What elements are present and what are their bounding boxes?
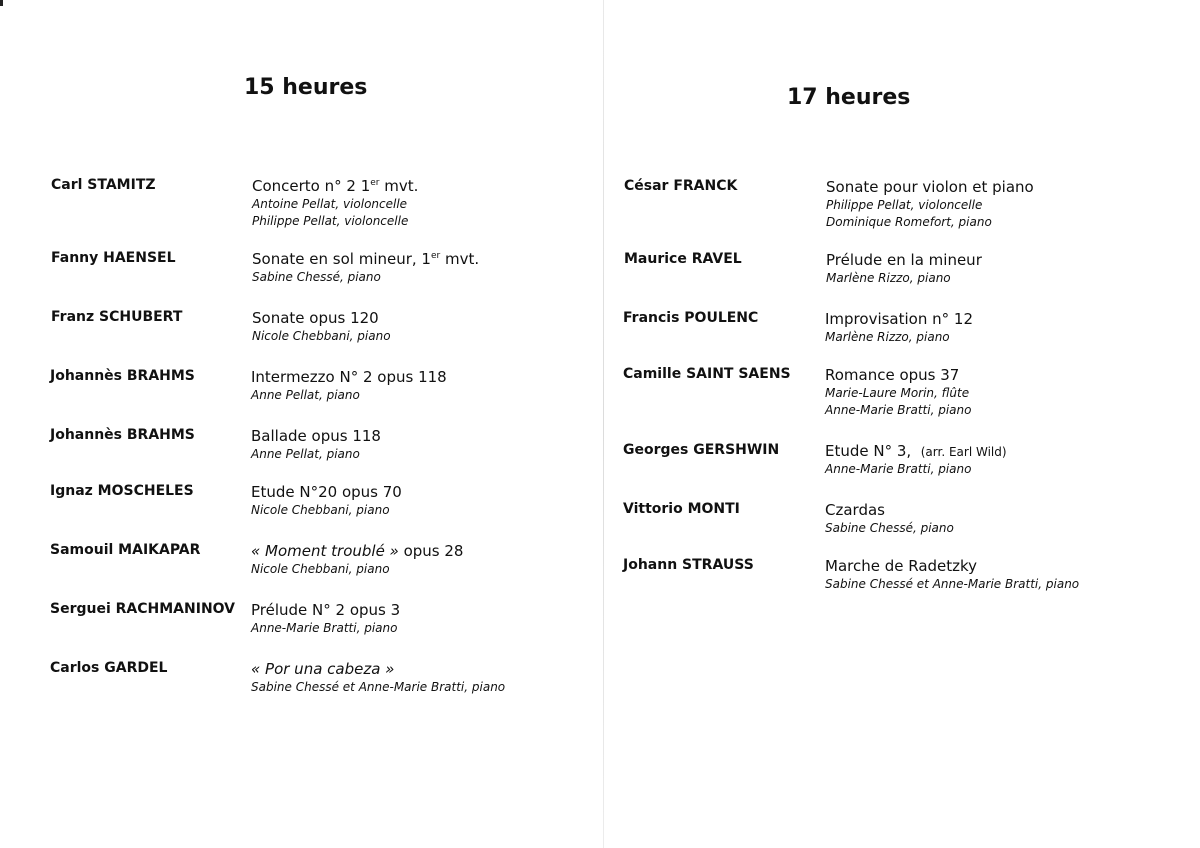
composer-name: Francis POULENC — [623, 310, 759, 326]
piece-title: « Moment troublé » opus 28 — [251, 542, 464, 560]
composer-name: Johannès BRAHMS — [50, 368, 195, 384]
performer-line: Anne-Marie Bratti, piano — [251, 621, 398, 635]
left-page-heading: 15 heures — [244, 75, 368, 100]
composer-name: Johannès BRAHMS — [50, 427, 195, 443]
piece-title: Improvisation n° 12 — [825, 310, 973, 328]
performers — [826, 197, 992, 231]
performer-line: Sabine Chessé et Anne-Marie Bratti, piano — [251, 680, 506, 694]
composer-name: Franz SCHUBERT — [51, 309, 183, 325]
performers — [252, 269, 381, 286]
performers — [252, 196, 408, 230]
scan-corner-mark — [0, 0, 3, 6]
performers — [825, 385, 971, 419]
performer-line: Marlène Rizzo, piano — [826, 271, 951, 285]
performer-line: Sabine Chessé, piano — [825, 521, 954, 535]
piece-title: Sonate en sol mineur, 1er mvt. — [252, 250, 480, 268]
performers — [251, 387, 360, 404]
performers — [252, 328, 391, 345]
piece-title: Marche de Radetzky — [825, 557, 978, 575]
performer-line: Anne-Marie Bratti, piano — [825, 403, 972, 417]
performer-line: Nicole Chebbani, piano — [252, 329, 391, 343]
right-page-heading: 17 heures — [787, 85, 911, 110]
piece-title: Romance opus 37 — [825, 366, 960, 384]
performer-line: Nicole Chebbani, piano — [251, 562, 390, 576]
performer-line: Philippe Pellat, violoncelle — [252, 214, 409, 228]
composer-name: Serguei RACHMANINOV — [50, 601, 236, 617]
piece-title: Etude N° 3, (arr. Earl Wild) — [825, 442, 1007, 460]
page-fold-line — [603, 0, 604, 848]
performers — [251, 502, 390, 519]
performers — [825, 520, 954, 537]
piece-title: Concerto n° 2 1er mvt. — [252, 177, 419, 195]
composer-name: Johann STRAUSS — [623, 557, 754, 573]
piece-title: Prélude N° 2 opus 3 — [251, 601, 401, 619]
composer-name: Maurice RAVEL — [624, 251, 742, 267]
performer-line: Philippe Pellat, violoncelle — [826, 198, 983, 212]
composer-name: Fanny HAENSEL — [51, 250, 176, 266]
performer-line: Dominique Romefort, piano — [826, 215, 992, 229]
piece-title: Intermezzo N° 2 opus 118 — [251, 368, 447, 386]
piece-title: Etude N°20 opus 70 — [251, 483, 402, 501]
performer-line: Antoine Pellat, violoncelle — [252, 197, 408, 211]
composer-name: César FRANCK — [624, 178, 738, 194]
performers — [251, 620, 397, 637]
performer-line: Anne Pellat, piano — [251, 447, 360, 461]
performer-line: Nicole Chebbani, piano — [251, 503, 390, 517]
performers — [251, 561, 390, 578]
performers — [825, 576, 1079, 593]
composer-name: Camille SAINT SAENS — [623, 366, 791, 382]
composer-name: Carl STAMITZ — [51, 177, 156, 193]
piece-title: Sonate opus 120 — [252, 309, 379, 327]
performers — [251, 446, 360, 463]
performer-line: Marie-Laure Morin, flûte — [825, 386, 970, 400]
composer-name: Carlos GARDEL — [50, 660, 168, 676]
performers — [826, 270, 951, 287]
performers — [825, 461, 971, 478]
performer-line: Sabine Chessé, piano — [252, 270, 381, 284]
performer-line: Anne-Marie Bratti, piano — [825, 462, 972, 476]
piece-title: Ballade opus 118 — [251, 427, 381, 445]
composer-name: Ignaz MOSCHELES — [50, 483, 194, 499]
composer-name: Samouil MAIKAPAR — [50, 542, 201, 558]
performers — [251, 679, 505, 696]
piece-title: Sonate pour violon et piano — [826, 178, 1034, 196]
piece-title: Czardas — [825, 501, 885, 519]
composer-name: Georges GERSHWIN — [623, 442, 780, 458]
performer-line: Sabine Chessé et Anne-Marie Bratti, piano — [825, 577, 1080, 591]
piece-title: « Por una cabeza » — [251, 660, 395, 678]
performer-line: Anne Pellat, piano — [251, 388, 360, 402]
composer-name: Vittorio MONTI — [623, 501, 740, 517]
performer-line: Marlène Rizzo, piano — [825, 330, 950, 344]
performers — [825, 329, 950, 346]
piece-title: Prélude en la mineur — [826, 251, 982, 269]
